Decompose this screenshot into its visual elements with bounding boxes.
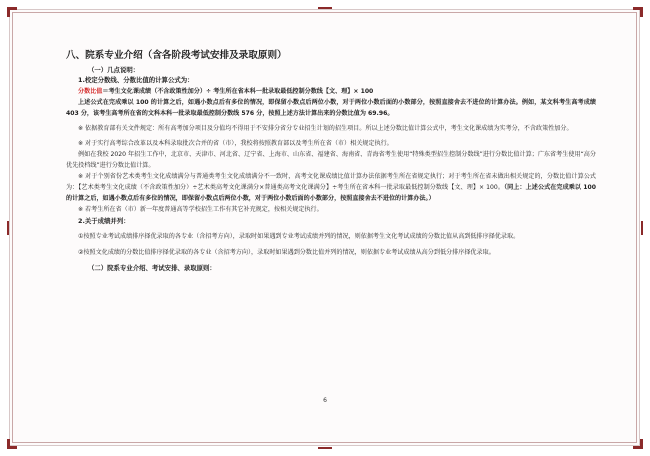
paragraph-tie-rule-1: ①按照专业考试成绩排序择优录取的各专业（含招考方向），录取时如果遇到专业考试成绩并列的情况，则依据考生文化考试成绩的分数比值从高到低排序择优录取。 bbox=[78, 233, 520, 240]
paragraph-province-rules: ※ 若考生所在省（市）新一年度普通高等学校招生工作有其它补充规定，按相关规定执行。 bbox=[78, 206, 323, 213]
frame-edge-ornament bbox=[641, 221, 643, 235]
frame-corner-ornament bbox=[7, 7, 17, 17]
page-number: 6 bbox=[323, 397, 327, 404]
formula-label: 分数比值 bbox=[78, 88, 103, 95]
rounding-rule-text: 上述公式在完成乘以 100 的计算之后，如遇小数点后有多位的情况，即保留小数点后两位小数，对于两位小数后面的小数部分，按照直接舍去不进位的计算办法。例如，某文科考生高考成绩 403 分，该考生高考所在省的文科本科一批录取最低控制分数线 576 分，按照上述方法计算出来的分数比值为 69.96。 bbox=[66, 99, 596, 117]
frame-corner-ornament bbox=[7, 439, 17, 449]
frame-corner-ornament bbox=[633, 439, 643, 449]
frame-corner-ornament bbox=[633, 7, 643, 17]
paragraph-reform: ※ 对于实行高考综合改革以及本科录取批次合并的省（市），我校将按照教育部以及考生所在省（市）相关规定执行。 bbox=[78, 140, 393, 147]
art-rule-text: ※ 对于个别省份艺术类考生文化成绩满分与普通类考生文化成绩满分不一致时，高考文化课成绩比值计算办法依据考生所在省规定执行；对于考生所在省未做出相关规定的，分数比值计算公式为：【艺术类考生文化成绩（不含政策性加分）÷艺术类高考文化课满分×普通类高考文化课满分】÷考生所在省本科一批录取最低控制分数线【文、理】× 100。 bbox=[66, 173, 596, 191]
item2-heading: 2.关于成绩并列： bbox=[78, 217, 130, 225]
frame-edge-ornament bbox=[318, 447, 332, 449]
art-rule-note: （同上：上述公式在完成乘以 100 的计算之后，如遇小数点后有多位的情况，即保留小数点后两位小数，对于两位小数后面的小数部分，按照直接舍去不进位的计算办法。） bbox=[66, 184, 596, 202]
paragraph-rounding-rule bbox=[66, 97, 596, 119]
frame-edge-ornament bbox=[318, 7, 332, 9]
paragraph-bonus-points: ※ 依据教育部有关文件规定：所有高考加分项目及分值均不得用于不安排分省分专业招生计划的招生项目。所以上述分数比值计算公式中，考生文化课成绩为实考分，不含政策性加分。 bbox=[78, 125, 573, 132]
section2-heading: （二）院系专业介绍、考试安排、录取原则： bbox=[88, 264, 216, 272]
formula-text: ＝考生文化课成绩（不含政策性加分）÷ 考生所在省本科一批录取最低控制分数线【文、理】× 100 bbox=[102, 88, 374, 95]
frame-edge-ornament bbox=[7, 221, 9, 235]
formula-line bbox=[66, 86, 596, 97]
paragraph-tie-rule-2: ②按照文化成绩的分数比值排序择优录取的各专业（含招考方向），录取时如果遇到分数比值并列的情况，则依据专业考试成绩从高分到低分排序择优录取。 bbox=[78, 249, 495, 256]
paragraph-example: 例如在我校 2020 年招生工作中，北京市、天津市、河北省、辽宁省、上海市、山东省、福建省、海南省、青海省考生使用“特殊类型招生控制分数线”进行分数比值计算；广东省考生使用“高分优先投档线”进行分数比值计算。 bbox=[66, 151, 596, 169]
paragraph-art-students bbox=[66, 171, 596, 204]
section-title: 八、院系专业介绍（含各阶段考试安排及录取原则） bbox=[66, 50, 287, 61]
document-body bbox=[66, 50, 596, 274]
item1-heading: 1.校定分数线、分数比值的计算公式为： bbox=[78, 76, 194, 84]
notes-heading: （一）几点说明： bbox=[88, 66, 140, 74]
